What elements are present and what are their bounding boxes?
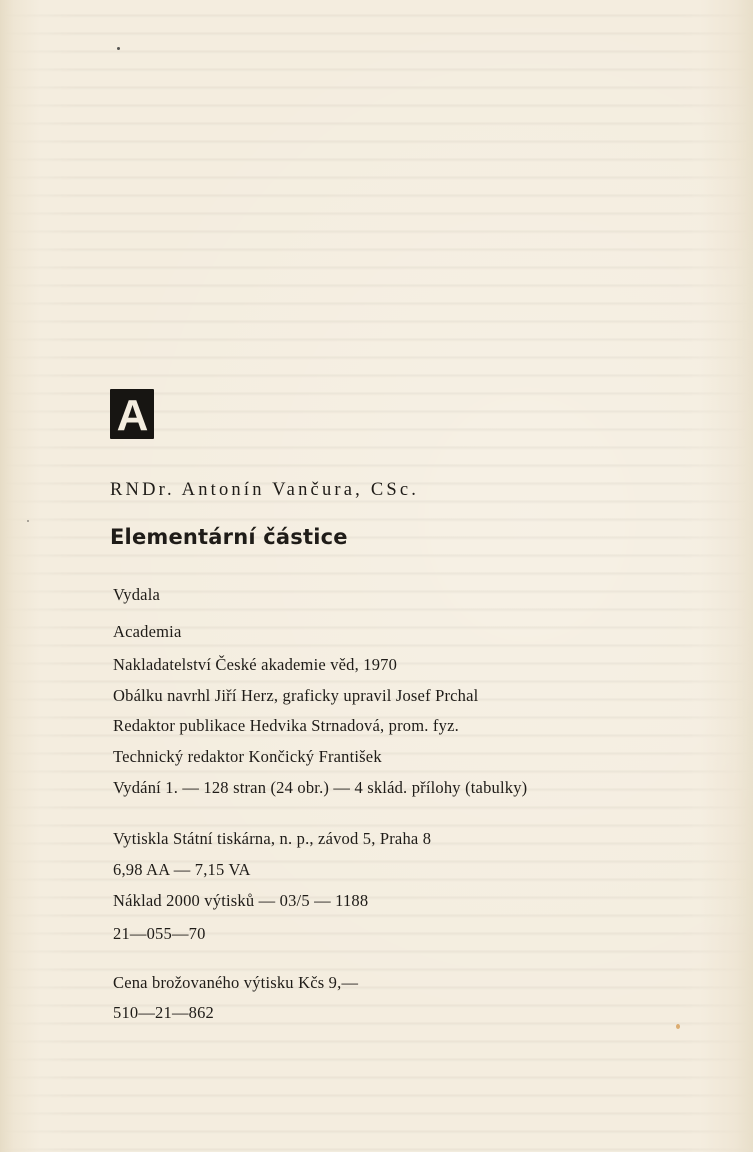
ink-speck xyxy=(117,47,120,50)
imprint-line: Nakladatelství České akademie věd, 1970 xyxy=(113,655,398,674)
author-name: RNDr. Antonín Vančura, CSc. xyxy=(110,480,420,500)
printing-line: Vytiskla Státní tiskárna, n. p., závod 5, Praha 8 xyxy=(113,829,432,848)
logo-letter: A xyxy=(116,391,148,440)
printing-line: 21—055—70 xyxy=(113,924,206,943)
catalog-number: 510—21—862 xyxy=(113,1003,214,1022)
printing-line: 6,98 AA — 7,15 VA xyxy=(113,860,251,879)
ink-speck xyxy=(27,520,29,522)
price-line: Cena brožovaného výtisku Kčs 9,— xyxy=(113,973,359,992)
academia-logo-icon xyxy=(110,389,154,439)
imprint-line: Vydání 1. — 128 stran (24 obr.) — 4 sklád. přílohy (tabulky) xyxy=(113,778,528,797)
imprint-line: Redaktor publikace Hedvika Strnadová, prom. fyz. xyxy=(113,716,459,735)
imprint-line: Technický redaktor Končický František xyxy=(113,747,382,766)
stain-speck xyxy=(676,1024,680,1029)
imprint-line: Vydala xyxy=(113,585,161,604)
imprint-line: Obálku navrhl Jiří Herz, graficky upravil Josef Prchal xyxy=(113,686,479,705)
imprint-line: Academia xyxy=(113,622,182,641)
book-title: Elementární částice xyxy=(110,525,348,549)
printing-line: Náklad 2000 výtisků — 03/5 — 1188 xyxy=(113,891,369,910)
